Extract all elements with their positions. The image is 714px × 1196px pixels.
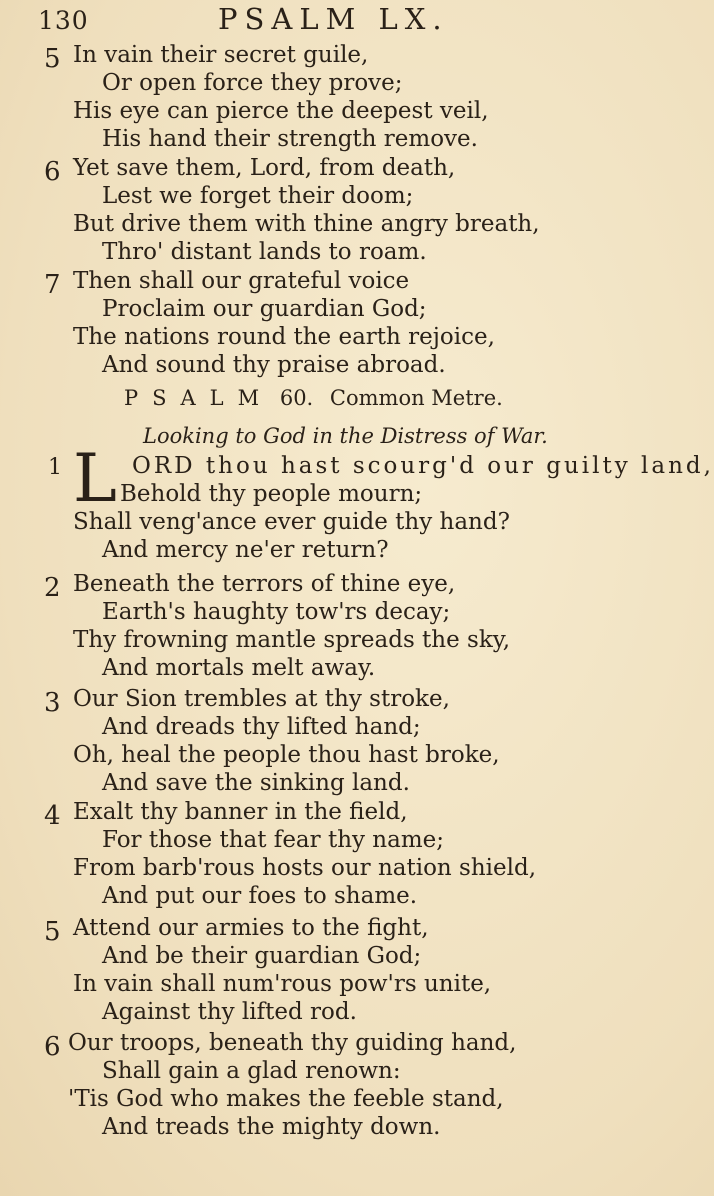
stanza-line: Our troops, beneath thy guiding hand, <box>68 1030 517 1056</box>
stanza-number: 3 <box>44 688 61 718</box>
stanza-line: His eye can pierce the deepest veil, <box>73 98 489 124</box>
stanza-line: 'Tis God who makes the feeble stand, <box>68 1086 504 1112</box>
stanza-line: Attend our armies to the fight, <box>73 915 429 941</box>
stanza-number: 7 <box>44 270 61 300</box>
stanza-line: And put our foes to shame. <box>102 883 418 909</box>
stanza-number: 5 <box>44 44 61 74</box>
stanza-line: Behold thy people mourn; <box>120 481 423 507</box>
stanza-line: From barb'rous hosts our nation shield, <box>73 855 537 881</box>
stanza-line: And save the sinking land. <box>102 770 410 796</box>
stanza-number: 6 <box>44 157 61 187</box>
psalm-title <box>124 386 503 410</box>
page-header <box>38 2 478 38</box>
stanza-number: 4 <box>44 801 61 831</box>
stanza-line: Thy frowning mantle spreads the sky, <box>73 627 511 653</box>
stanza-line: And sound thy praise abroad. <box>102 352 446 378</box>
stanza-line: Proclaim our guardian God; <box>102 296 427 322</box>
stanza-line: Lest we forget their doom; <box>102 183 414 209</box>
stanza-line: Against thy lifted rod. <box>102 999 357 1025</box>
stanza-line: And mortals melt away. <box>102 655 376 681</box>
stanza-line: Shall veng'ance ever guide thy hand? <box>73 509 510 535</box>
stanza-line: And mercy ne'er return? <box>102 537 389 563</box>
stanza-line: But drive them with thine angry breath, <box>73 211 540 237</box>
psalm-number: 60. <box>279 386 314 410</box>
stanza-line: In vain shall num'rous pow'rs unite, <box>73 971 492 997</box>
stanza-line: Yet save them, Lord, from death, <box>73 155 456 181</box>
running-title: PSALM LX. <box>218 2 449 36</box>
stanza-line: In vain their secret guile, <box>73 42 369 68</box>
psalm-label: PSALM <box>124 386 274 410</box>
stanza-first-line <box>132 455 714 478</box>
stanza-line: Earth's haughty tow'rs decay; <box>102 599 451 625</box>
stanza-line: And dreads thy lifted hand; <box>102 714 421 740</box>
stanza-number: 5 <box>44 917 61 947</box>
stanza-line: Or open force they prove; <box>102 70 403 96</box>
page-number: 130 <box>38 6 89 35</box>
stanza-line: Oh, heal the people thou hast broke, <box>73 742 500 768</box>
stanza-line: Exalt thy banner in the field, <box>73 799 408 825</box>
stanza-line: Our Sion trembles at thy stroke, <box>73 686 450 712</box>
stanza-number: 6 <box>44 1032 61 1062</box>
psalm-subtitle: Looking to God in the Distress of War. <box>143 424 548 448</box>
first-line-text: ORD thou hast scourg'd our guilty land, <box>132 453 714 479</box>
stanza-number: 2 <box>44 573 61 603</box>
stanza-line: For those that fear thy name; <box>102 827 445 853</box>
stanza-line: Then shall our grateful voice <box>73 268 410 294</box>
stanza-line: The nations round the earth rejoice, <box>73 324 495 350</box>
drop-cap: L <box>73 440 117 517</box>
psalm-metre: Common Metre. <box>329 386 503 410</box>
stanza-line: Beneath the terrors of thine eye, <box>73 571 456 597</box>
stanza-line: And treads the mighty down. <box>102 1114 441 1140</box>
stanza-line: His hand their strength remove. <box>102 126 478 152</box>
stanza-line: Shall gain a glad renown: <box>102 1058 401 1084</box>
stanza-line: And be their guardian God; <box>102 943 422 969</box>
stanza-line: Thro' distant lands to roam. <box>102 239 427 265</box>
stanza-number: 1 <box>48 455 62 480</box>
